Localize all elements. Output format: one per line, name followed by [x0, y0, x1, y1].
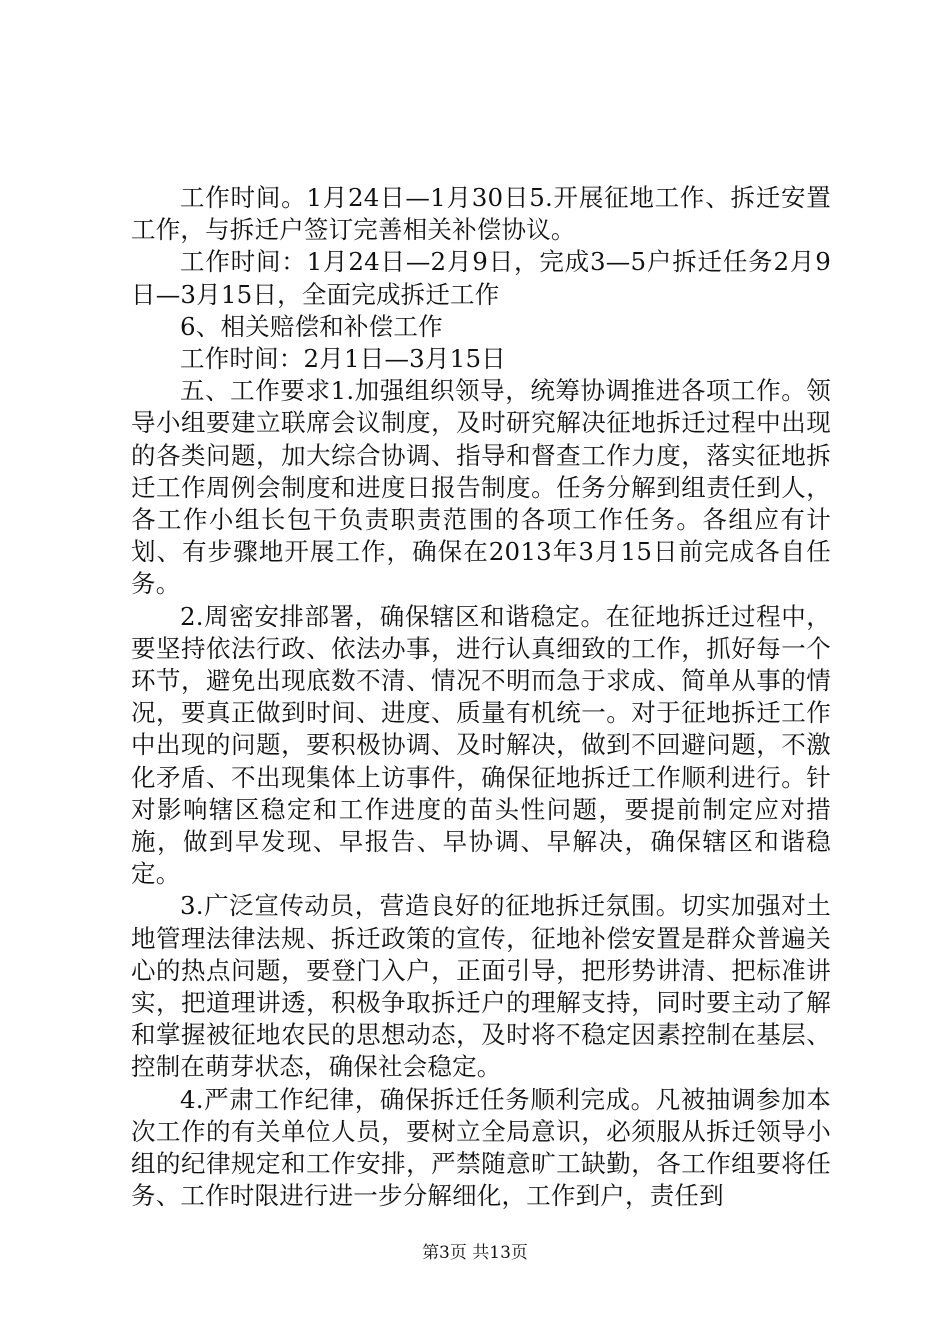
paragraph-compensation-time: 工作时间：2月1日—3月15日 — [180, 344, 506, 374]
paragraph-work-time-feb: 工作时间：1月24日—2月9日，完成3—5户拆迁任务2月9日—3月15日，全面完成拆迁工作 — [131, 247, 831, 309]
paragraph-requirement-2: 2.周密安排部署，确保辖区和谐稳定。在征地拆迁过程中，要坚持依法行政、依法办事，进行认真细致的工作，抓好每一个环节，避免出现底数不清、情况不明而急于求成、简单从事的情况，要真正做到时间、进度、质量有机统一。对于征地拆迁工作中出现的问题，要积极协调、及时解决，做到不回避问题，不激化矛盾、不出现集体上访事件，确保征地拆迁工作顺利进行。针对影响辖区稳定和工作进度的苗头性问题，要提前制定应对措施，做到早发现、早报告、早协调、早解决，确保辖区和谐稳定。 — [131, 601, 831, 889]
paragraph-requirement-4: 4.严肃工作纪律，确保拆迁任务顺利完成。凡被抽调参加本次工作的有关单位人员，要树立全局意识，必须服从拆迁领导小组的纪律规定和工作安排，严禁随意旷工缺勤，各工作组要将任务、工作时限进行进一步分解细化，工作到户，责任到 — [131, 1084, 831, 1211]
paragraph-requirement-3: 3.广泛宣传动员，营造良好的征地拆迁氛围。切实加强对土地管理法律法规、拆迁政策的宣传，征地补偿安置是群众普遍关心的热点问题，要登门入户，正面引导，把形势讲清、把标准讲实，把道理讲透，积极争取拆迁户的理解支持，同时要主动了解和掌握被征地农民的思想动态，及时将不稳定因素控制在基层、控制在萌芽状态，确保社会稳定。 — [131, 891, 831, 1082]
document-body — [131, 182, 831, 1213]
paragraph-work-time-jan: 工作时间。1月24日—1月30日5.开展征地工作、拆迁安置工作，与拆迁户签订完善相关补偿协议。 — [131, 183, 831, 245]
paragraph-requirement-1: 五、工作要求1.加强组织领导，统筹协调推进各项工作。领导小组要建立联席会议制度，及时研究解决征地拆迁过程中出现的各类问题，加大综合协调、指导和督查工作力度，落实征地拆迁工作周例会制度和进度日报告制度。任务分解到组责任到人，各工作小组长包干负责职责范围的各项工作任务。各组应有计划、有步骤地开展工作，确保在2013年3月15日前完成各自任务。 — [131, 376, 831, 599]
page-number-footer: 第3页 共13页 — [422, 1243, 528, 1263]
paragraph-compensation-heading: 6、相关赔偿和补偿工作 — [180, 311, 443, 341]
